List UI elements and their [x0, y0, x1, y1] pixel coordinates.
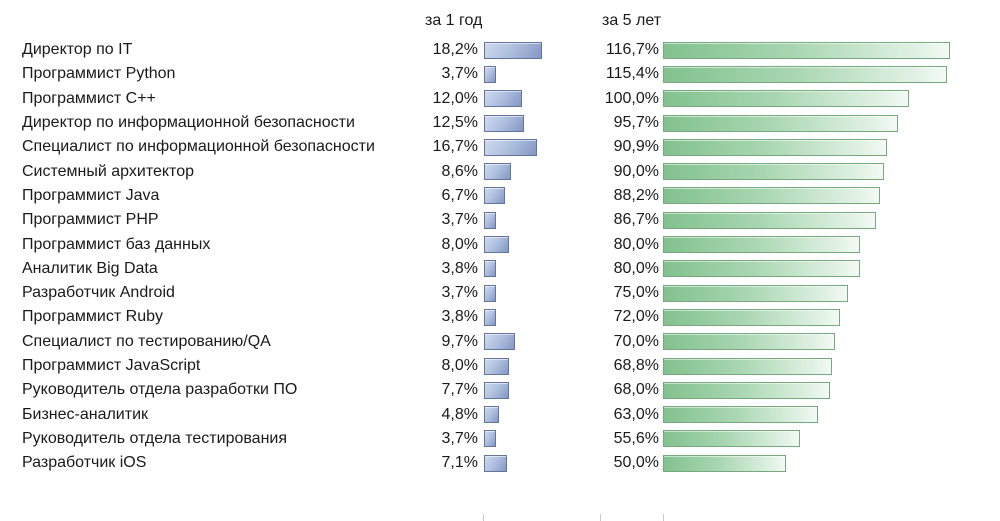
year1-bar	[484, 187, 505, 204]
category-label: Программист C++	[22, 89, 156, 107]
year5-bar	[663, 309, 840, 326]
year1-bar-track	[478, 305, 574, 329]
year5-value: 80,0%	[613, 259, 659, 277]
year1-bar	[484, 455, 507, 472]
year1-bar	[484, 382, 509, 399]
year1-bar	[484, 66, 496, 83]
year1-bar	[484, 115, 524, 132]
chart-row	[0, 330, 1000, 354]
year5-value: 63,0%	[613, 405, 659, 423]
year1-bar-track	[478, 208, 574, 232]
year1-value: 7,1%	[441, 454, 478, 472]
category-label: Руководитель отдела разработки ПО	[22, 381, 298, 399]
year5-bar-track	[659, 208, 1000, 232]
year1-value: 9,7%	[441, 332, 478, 350]
year5-value: 80,0%	[613, 235, 659, 253]
year5-bar-track	[659, 402, 1000, 426]
chart-row	[0, 135, 1000, 159]
year1-value: 3,7%	[441, 65, 478, 83]
category-label: Специалист по информационной безопасности	[22, 138, 375, 156]
year5-bar	[663, 236, 860, 253]
year1-bar	[484, 285, 496, 302]
year5-bar	[663, 260, 860, 277]
year5-bar-track	[659, 305, 1000, 329]
year5-value: 90,9%	[613, 138, 659, 156]
chart-row	[0, 87, 1000, 111]
chart-row	[0, 111, 1000, 135]
year5-value: 90,0%	[613, 162, 659, 180]
year5-bar-track	[659, 378, 1000, 402]
year1-bar	[484, 163, 511, 180]
category-label: Бизнес-аналитик	[22, 405, 149, 423]
year1-bar-track	[478, 281, 574, 305]
year1-value: 4,8%	[441, 405, 478, 423]
year5-bar	[663, 163, 884, 180]
column-headers	[0, 11, 1000, 37]
category-label: Директор по информационной безопасности	[22, 114, 355, 132]
year5-bar	[663, 42, 950, 59]
chart-row	[0, 257, 1000, 281]
category-label: Аналитик Big Data	[22, 259, 158, 277]
year5-bar-track	[659, 111, 1000, 135]
year5-value: 70,0%	[613, 332, 659, 350]
year1-bar-track	[478, 159, 574, 183]
year5-bar-track	[659, 159, 1000, 183]
year1-value: 16,7%	[432, 138, 478, 156]
year1-value: 12,0%	[432, 89, 478, 107]
year5-value: 68,8%	[613, 357, 659, 374]
year5-bar	[663, 406, 818, 423]
chart-row	[0, 159, 1000, 183]
year5-bar-track	[659, 354, 1000, 378]
year5-bar	[663, 285, 848, 302]
year1-value: 3,8%	[441, 308, 478, 326]
year1-value: 8,0%	[441, 235, 478, 253]
year5-bar	[663, 115, 898, 132]
year5-value: 86,7%	[613, 211, 659, 229]
axis-tick	[483, 514, 484, 521]
year5-value: 68,0%	[613, 381, 659, 399]
chart-row	[0, 232, 1000, 256]
year1-bar-track	[478, 232, 574, 256]
year5-value: 72,0%	[613, 308, 659, 326]
category-label: Программист JavaScript	[22, 357, 201, 374]
chart-row	[0, 378, 1000, 402]
year5-bar-track	[659, 330, 1000, 354]
year5-value: 115,4%	[605, 65, 659, 83]
year1-bar	[484, 309, 496, 326]
year5-bar	[663, 139, 887, 156]
year1-value: 3,7%	[441, 284, 478, 302]
column-header-year1: за 1 год	[425, 12, 483, 29]
category-label: Программист PHP	[22, 211, 159, 229]
year5-value: 116,7%	[605, 41, 659, 59]
category-label: Разработчик Android	[22, 284, 175, 302]
year1-value: 8,0%	[441, 357, 478, 374]
year5-bar-track	[659, 87, 1000, 111]
year1-bar	[484, 90, 522, 107]
year5-bar	[663, 333, 835, 350]
category-label: Программист Python	[22, 65, 176, 83]
chart-row	[0, 208, 1000, 232]
year1-bar-track	[478, 330, 574, 354]
year1-bar-track	[478, 427, 574, 451]
category-label: Директор по IT	[22, 41, 133, 59]
year1-bar-track	[478, 402, 574, 426]
year1-bar	[484, 139, 537, 156]
chart-row	[0, 62, 1000, 86]
year1-value: 3,8%	[441, 259, 478, 277]
year5-bar-track	[659, 62, 1000, 86]
year1-bar	[484, 260, 496, 277]
year1-bar-track	[478, 111, 574, 135]
chart-row	[0, 402, 1000, 426]
chart-row	[0, 354, 1000, 378]
chart-row	[0, 281, 1000, 305]
column-header-year5: за 5 лет	[602, 12, 662, 29]
year1-bar-track	[478, 38, 574, 62]
year5-bar	[663, 187, 880, 204]
category-label: Специалист по тестированию/QA	[22, 332, 271, 350]
year5-bar	[663, 382, 830, 399]
chart-row	[0, 305, 1000, 329]
year5-value: 50,0%	[613, 454, 659, 472]
year1-value: 12,5%	[432, 114, 478, 132]
year1-bar	[484, 212, 496, 229]
year1-bar	[484, 430, 496, 447]
year1-bar-track	[478, 354, 574, 378]
year5-value: 95,7%	[613, 114, 659, 132]
year5-bar-track	[659, 135, 1000, 159]
year5-bar	[663, 66, 947, 83]
year5-bar	[663, 455, 786, 472]
year5-bar	[663, 90, 909, 107]
year5-bar-track	[659, 257, 1000, 281]
year1-bar	[484, 333, 515, 350]
year5-bar-track	[659, 427, 1000, 451]
year5-bar	[663, 212, 876, 229]
category-label: Программист Java	[22, 186, 160, 204]
year1-value: 7,7%	[441, 381, 478, 399]
year5-bar	[663, 430, 800, 447]
year5-bar-track	[659, 184, 1000, 208]
axis-tick	[663, 514, 664, 521]
year1-bar	[484, 406, 499, 423]
year1-bar-track	[478, 135, 574, 159]
year1-bar-track	[478, 257, 574, 281]
year5-bar-track	[659, 38, 1000, 62]
axis-tick	[600, 514, 601, 521]
year1-bar	[484, 358, 509, 375]
year5-bar-track	[659, 281, 1000, 305]
year1-bar-track	[478, 184, 574, 208]
year1-value: 8,6%	[441, 162, 478, 180]
year5-value: 100,0%	[604, 89, 659, 107]
category-label: Программист Ruby	[22, 308, 163, 326]
chart-row	[0, 38, 1000, 62]
year5-value: 55,6%	[613, 429, 659, 447]
category-label: Программист баз данных	[22, 235, 211, 253]
year1-bar	[484, 236, 509, 253]
chart-row	[0, 184, 1000, 208]
chart-row	[0, 427, 1000, 451]
chart-row	[0, 451, 1000, 475]
year1-bar-track	[478, 87, 574, 111]
category-label: Руководитель отдела тестирования	[22, 429, 288, 447]
year1-bar-track	[478, 451, 574, 475]
category-label: Разработчик iOS	[22, 454, 147, 472]
year5-value: 88,2%	[613, 186, 659, 204]
year1-bar	[484, 42, 542, 59]
year1-bar-track	[478, 378, 574, 402]
year5-bar	[663, 358, 832, 375]
chart-rows	[0, 38, 1000, 475]
year1-value: 3,7%	[441, 429, 478, 447]
year5-bar-track	[659, 451, 1000, 475]
category-label: Системный архитектор	[22, 162, 194, 180]
year1-value: 18,2%	[432, 41, 478, 59]
year1-value: 6,7%	[441, 186, 478, 204]
year1-bar-track	[478, 62, 574, 86]
year5-bar-track	[659, 232, 1000, 256]
year5-value: 75,0%	[613, 284, 659, 302]
year1-value: 3,7%	[441, 211, 478, 229]
